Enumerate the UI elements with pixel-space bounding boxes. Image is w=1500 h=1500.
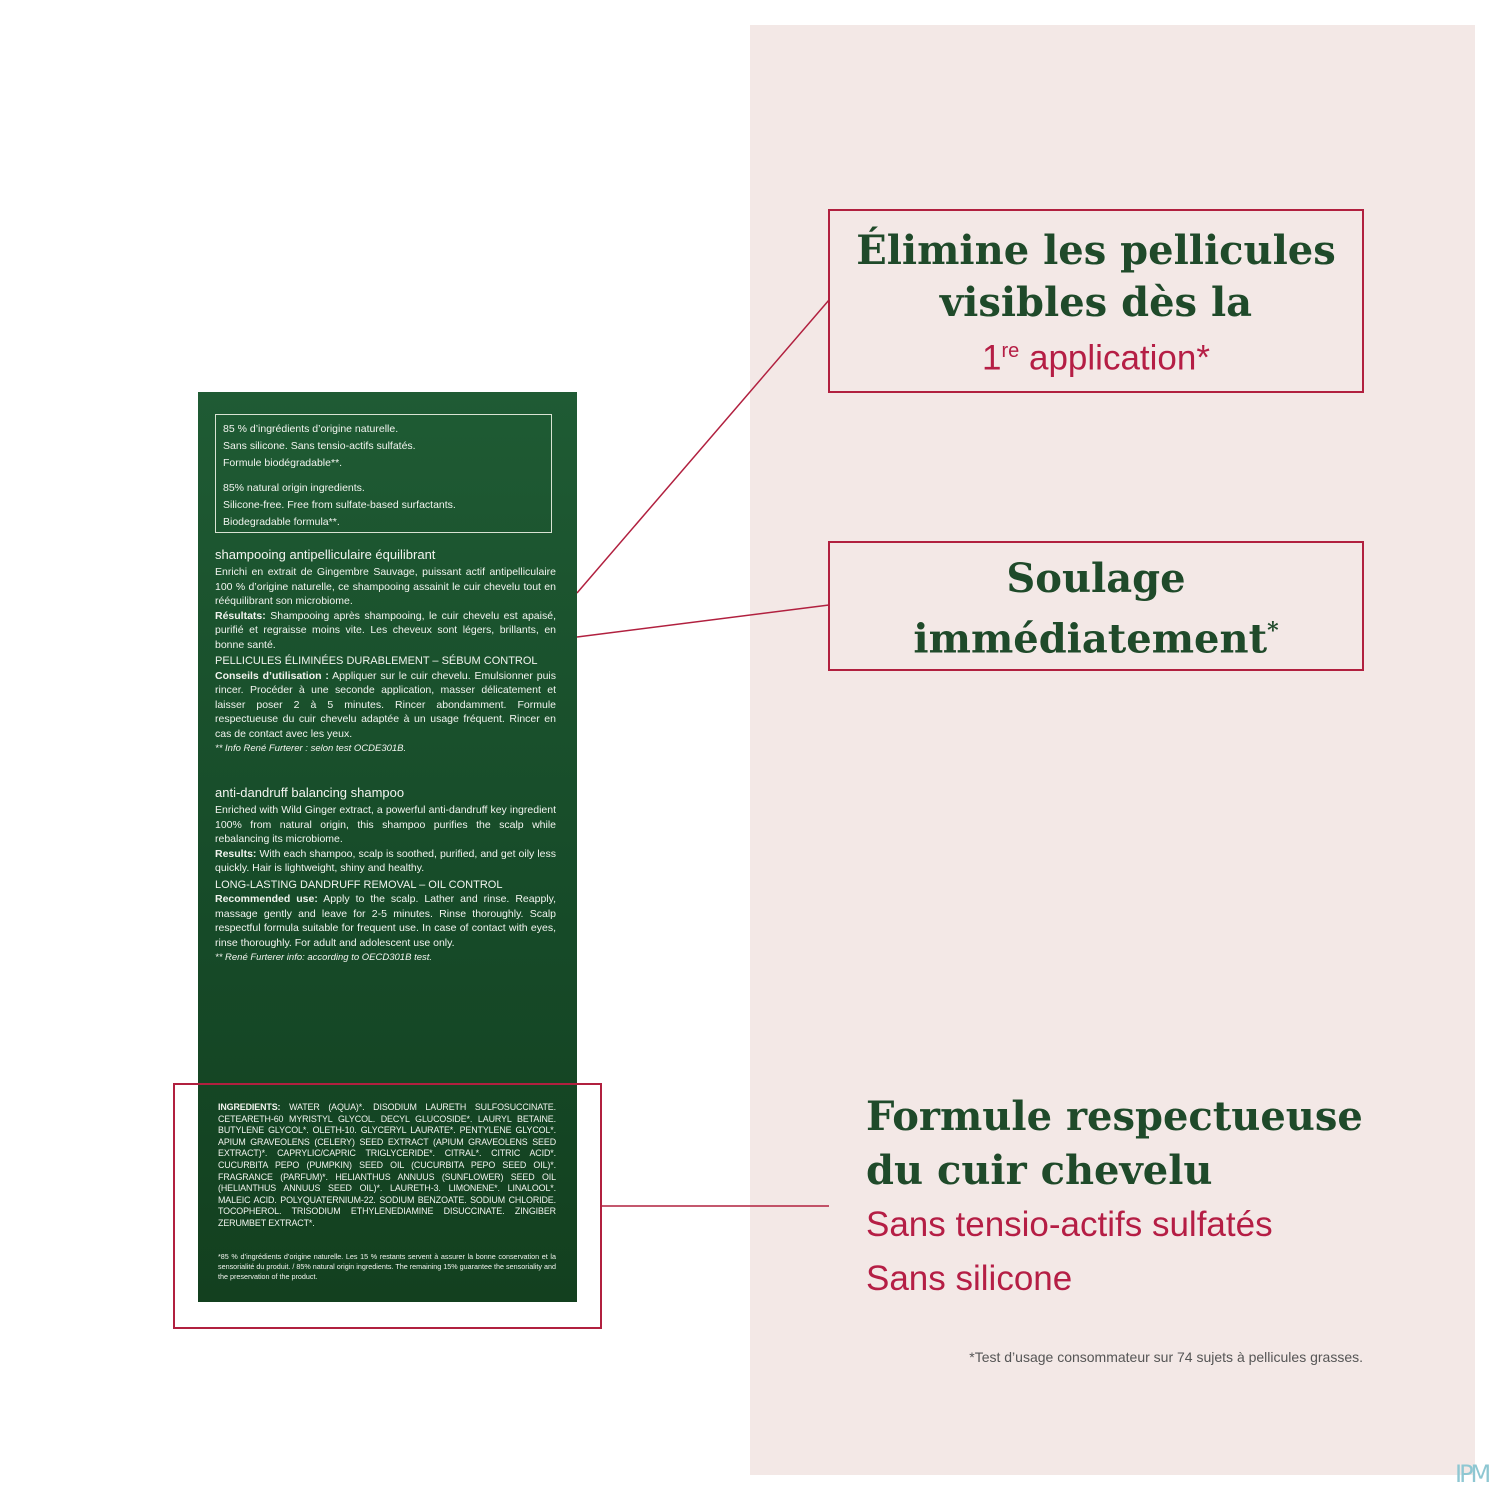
callout-1-sub-number: 1 xyxy=(982,338,1002,378)
test-footnote: *Test d’usage consommateur sur 74 sujets à pellicules grasses. xyxy=(969,1349,1363,1365)
en-product-title: anti-dandruff balancing shampoo xyxy=(215,785,405,800)
callout-1-sub-superscript: re xyxy=(1001,340,1020,362)
fr-results-label: Résultats: xyxy=(215,609,266,622)
callout-3-line1: Formule respectueuse xyxy=(866,1093,1363,1140)
callout-box-relief xyxy=(828,541,1364,671)
callout-3-line2: du cuir chevelu xyxy=(866,1147,1213,1194)
en-results xyxy=(215,847,556,876)
fr-claim: PELLICULES ÉLIMINÉES DURABLEMENT – SÉBUM CONTROL xyxy=(215,655,538,667)
callout-formula xyxy=(866,1090,1426,1306)
en-usage xyxy=(215,892,556,950)
fr-note: ** Info René Furterer : selon test OCDE301B. xyxy=(215,743,407,754)
callout-3-title xyxy=(866,1090,1426,1198)
en-results-text: With each shampoo, scalp is soothed, purified, and get oily less quickly. Hair is lightweight, shiny and healthy. xyxy=(215,847,556,874)
natural-fr-line: Formule biodégradable**. xyxy=(223,457,343,469)
french-description xyxy=(215,546,556,757)
callout-1-subtitle xyxy=(830,329,1362,381)
en-intro: Enriched with Wild Ginger extract, a powerful anti-dandruff key ingredient 100% from natural origin, this shampoo purifies the scalp while rebalancing its microbiome. xyxy=(215,804,556,845)
connector-line-1 xyxy=(577,300,829,593)
ingredients-footnote: *85 % d’ingrédients d’origine naturelle. Les 15 % restants servent à assurer la bonne conservation et la sensorialité du produit. / 85% natural origin ingredients. The remaining 15% guarantee the sensoriality and the preservation of the product. xyxy=(218,1252,556,1281)
ipm-logo: IPM xyxy=(1455,1460,1489,1488)
ingredients-label: INGREDIENTS: xyxy=(218,1102,281,1112)
callout-box-dandruff xyxy=(828,209,1364,393)
fr-results xyxy=(215,609,556,653)
callout-1-line2: visibles dès la xyxy=(939,279,1253,326)
callout-1-title xyxy=(830,225,1362,329)
callout-2-line2 xyxy=(830,605,1362,665)
callout-3-sub2: Sans silicone xyxy=(866,1259,1073,1298)
callout-1-line1: Élimine les pellicules xyxy=(856,227,1336,274)
fr-usage-text: Appliquer sur le cuir chevelu. Emulsionner puis rincer. Procéder à une seconde application, masser délicatement et laisser poser 2 à 5 minutes. Rincer abondamment. Formule respectueuse du cuir chevelu adaptée à un usage fréquent. Rincer en cas de contact avec les yeux. xyxy=(215,669,556,740)
fr-intro: Enrichi en extrait de Gingembre Sauvage, puissant actif antipelliculaire 100 % d’origine naturelle, ce shampooing assainit le cuir chevelu tout en rééquilibrant son microbiome. xyxy=(215,566,556,607)
natural-en-line: 85% natural origin ingredients. xyxy=(223,482,365,494)
fr-usage xyxy=(215,669,556,742)
callout-1-sub-text: application* xyxy=(1019,338,1210,378)
callout-3-subtitle xyxy=(866,1198,1426,1306)
natural-en-line: Silicone-free. Free from sulfate-based surfactants. xyxy=(223,499,456,511)
fr-results-text: Shampooing après shampooing, le cuir chevelu est apaisé, purifié et regraisse moins vite. Les cheveux sont légers, brillants, en bonne santé. xyxy=(215,609,556,651)
ingredients-text: WATER (AQUA)*. DISODIUM LAURETH SULFOSUCCINATE. CETEARETH-60 MYRISTYL GLYCOL. DECYL GLUCOSIDE*. LAURYL BETAINE. BUTYLENE GLYCOL*. OLETH-10. GLYCERYL LAURATE*. PENTYLENE GLYCOL*. APIUM GRAVEOLENS (CELERY) SEED EXTRACT (APIUM GRAVEOLENS SEED EXTRACT)*. CAPRYLIC/CAPRIC TRIGLYCERIDE*. CITRAL*. CITRIC ACID*. CUCURBITA PEPO (PUMPKIN) SEED OIL (CUCURBITA PEPO SEED OIL)*. FRAGRANCE (PARFUM)*. HELIANTHUS ANNUUS (SUNFLOWER) SEED OIL (HELIANTHUS ANNUUS SEED OIL)*. LAURETH-3. LIMONENE*. LINALOOL*. MALEIC ACID. POLYQUATERNIUM-22. SODIUM BENZOATE. SODIUM CHLORIDE. TOCOPHEROL. TRISODIUM ETHYLENEDIAMINE DISUCCINATE. ZINGIBER ZERUMBET EXTRACT*. xyxy=(218,1102,556,1228)
fr-usage-label: Conseils d’utilisation : xyxy=(215,669,329,682)
english-description xyxy=(215,784,556,966)
en-note: ** René Furterer info: according to OECD301B test. xyxy=(215,952,433,963)
connector-line-2 xyxy=(577,605,829,637)
natural-origin-box xyxy=(215,414,552,533)
en-results-label: Results: xyxy=(215,847,257,860)
callout-2-star: * xyxy=(1267,618,1279,644)
natural-en-line: Biodegradable formula**. xyxy=(223,516,340,528)
en-claim: LONG-LASTING DANDRUFF REMOVAL – OIL CONTROL xyxy=(215,878,503,891)
callout-2-title xyxy=(830,553,1362,665)
natural-fr-line: 85 % d’ingrédients d’origine naturelle. xyxy=(223,423,399,435)
natural-fr-line: Sans silicone. Sans tensio-actifs sulfatés. xyxy=(223,440,416,452)
ingredients-highlight-frame xyxy=(173,1083,602,1329)
en-usage-label: Recommended use: xyxy=(215,893,318,905)
callout-3-sub1: Sans tensio-actifs sulfatés xyxy=(866,1205,1273,1244)
callout-2-line1: Soulage xyxy=(1006,555,1186,602)
fr-product-title: shampooing antipelliculaire équilibrant xyxy=(215,547,436,562)
callout-2-line2-text: immédiatement xyxy=(913,615,1268,663)
en-usage-text: Apply to the scalp. Lather and rinse. Reapply, massage gently and leave for 2-5 minutes. Rinse thoroughly. Scalp respectful formula suitable for frequent use. In case of contact with eyes, rinse thoroughly. For adult and adolescent use only. xyxy=(215,893,557,949)
